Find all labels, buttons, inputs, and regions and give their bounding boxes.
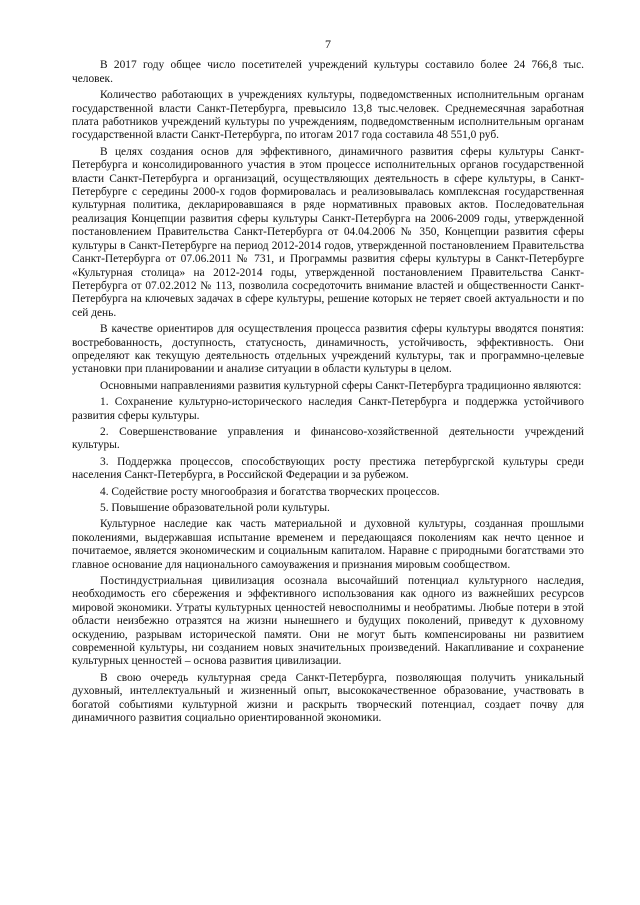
list-item-1: 1. Сохранение культурно-исторического наследия Санкт-Петербурга и поддержка устойчивого развития сферы культуры.: [72, 396, 584, 422]
paragraph-cultural-policy: В целях создания основ для эффективного, динамичного развития сферы культуры Санкт-Петербурга и консолидированного участия в этом процессе исполнительных органов государственной власти Санкт-Петербурга и организаций, осуществляющих деятельность в сфере культуры, в Санкт-Петербурге с середины 2000-х годов формировалась и реализовывалась комплексная государственная культурная политика, декларировавшаяся в ряде нормативных правовых актов. Последовательная реализация Концепции развития сферы культуры Санкт-Петербурга на 2006-2009 годы, утвержденной постановлением Правительства Санкт-Петербурга от 04.04.2006 № 350, Концепции развития сферы культуры в Санкт-Петербурге на период 2012-2014 годов, утвержденной постановлением Правительства Санкт-Петербурга от 07.06.2011 № 731, и Программы развития сферы культуры в Санкт-Петербурге «Культурная столица» на 2012-2014 годы, утвержденной постановлением Правительства Санкт-Петербурга от 07.02.2012 № 113, позволила сосредоточить внимание властей и общественности Санкт-Петербурга на ключевых задачах в сфере культуры, решение которых не теряет своей актуальности и по сей день.: [72, 145, 584, 319]
paragraph-postindustrial: Постиндустриальная цивилизация осознала высочайший потенциал культурного наследия, необходимость его сбережения и эффективного использования как одного из важнейших ресурсов мировой экономики. Утраты культурных ценностей невосполнимы и необратимы. Любые потери в этой области неизбежно отразятся на жизни нынешнего и будущих поколений, приведут к духовному оскудению, разрывам исторической памяти. Они не могут быть компенсированы ни развитием современной культуры, ни созданием новых значительных произведений. Накапливание и сохранение культурных ценностей – основа развития цивилизации.: [72, 575, 584, 668]
paragraph-employees: Количество работающих в учреждениях культуры, подведомственных исполнительным органам государственной власти Санкт-Петербурга, превысило 13,8 тыс.человек. Среднемесячная заработная плата работников учреждений культуры по учреждениям, подведомственным исполнительным органам государственной власти Санкт-Петербурга, по итогам 2017 года составила 48 551,0 руб.: [72, 89, 584, 142]
paragraph-guidelines: В качестве ориентиров для осуществления процесса развития сферы культуры вводятся понятия: востребованность, доступность, статусность, динамичность, устойчивость, эффективность. Они определяют как текущую деятельность отдельных учреждений культуры, так и программно-целевые установки при планировании и анализе ситуации в области культуры в целом.: [72, 323, 584, 376]
list-item-4: 4. Содействие росту многообразия и богатства творческих процессов.: [100, 485, 440, 498]
list-item-5: 5. Повышение образовательной роли культуры.: [100, 502, 330, 514]
paragraph-directions-intro: Основными направлениями развития культурной сферы Санкт-Петербурга традиционно являются:: [100, 379, 582, 392]
paragraph-cultural-environment: В свою очередь культурная среда Санкт-Петербурга, позволяющая получить уникальный духовный, интеллектуальный и жизненный опыт, высококачественное образование, участвовать в богатой событиями культурной жизни и раскрыть творческий потенциал, создает почву для динамичного развития социально ориентированной экономики.: [72, 671, 584, 725]
page-number: 7: [325, 37, 331, 51]
list-item-3: 3. Поддержка процессов, способствующих росту престижа петербургской культуры среди населения Санкт-Петербурга, в Российской Федерации и за рубежом.: [72, 455, 584, 482]
paragraph-visitors: В 2017 году общее число посетителей учреждений культуры составило более 24 766,8 тыс. человек.: [72, 59, 584, 85]
list-item-2: 2. Совершенствование управления и финансово-хозяйственной деятельности учреждений культуры.: [72, 425, 584, 452]
paragraph-heritage: Культурное наследие как часть материальной и духовной культуры, созданная прошлыми поколениями, выдержавшая испытание временем и передающаяся поколениям как нечто ценное и почитаемое, является экономическим и социальным капиталом. Наравне с природными богатствами это главное основание для национального самоуважения и признания мировым сообществом.: [72, 518, 584, 571]
